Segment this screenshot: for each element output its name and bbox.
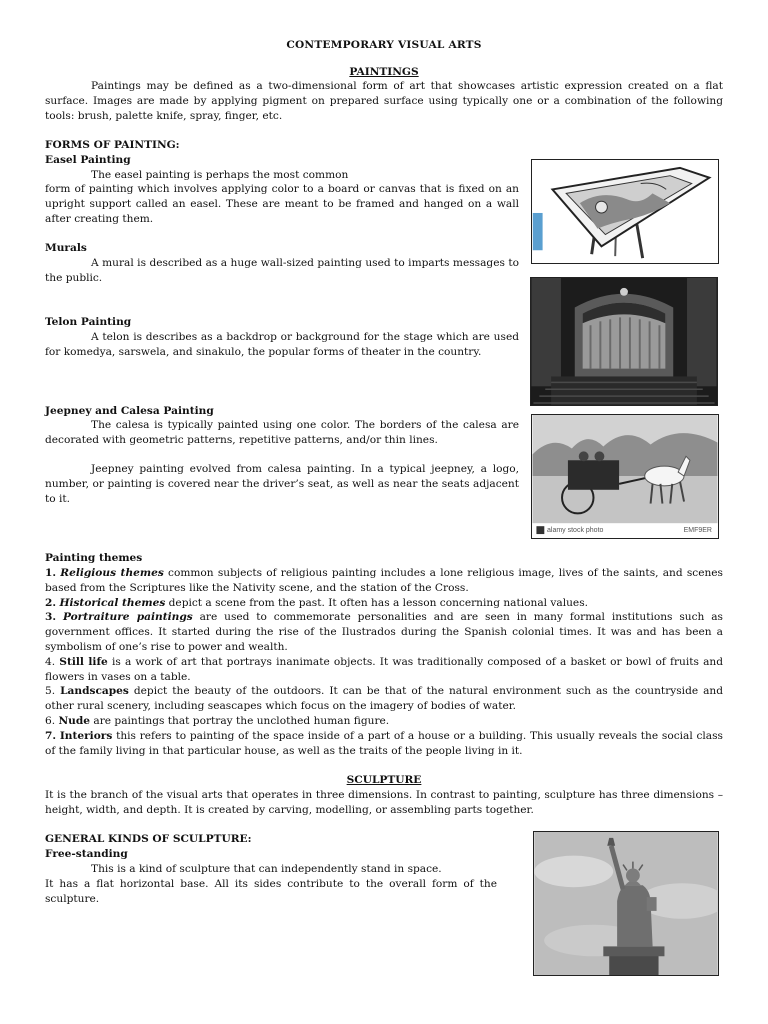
theme-item-still-life: 4. Still life is a work of art that portrays inanimate objects. It was traditionally composed of a basket or bowl of fruits and flowers in vases on a table. [45, 655, 724, 683]
alamy-watermark: alamy stock photo [547, 527, 604, 534]
murals-text: A mural is described as a huge wall-sized painting used to imparts messages to the public. [45, 257, 519, 284]
theme-item-landscapes: 5. Landscapes depict the beauty of the outdoors. It can be that of the natural environment such as the countryside and other rural scenery, including seascapes which focus on the imagery of bodies of water. [45, 685, 723, 713]
theme-item-interiors: 7. Interiors this refers to painting of the space inside of a part of a house or a building. This usually reveals the social class of the family living in that particular house, as well as the traits of the people living in it. [45, 729, 723, 757]
telon-stage-image [530, 277, 718, 406]
photo-id: EMF9ER [683, 527, 712, 534]
painting-themes-heading: Painting themes [45, 552, 143, 564]
free-standing-heading: Free-standing [45, 848, 128, 860]
statue-of-liberty-photo [533, 831, 719, 976]
free-standing-line1: This is a kind of sculpture that can independently stand in space. [91, 863, 442, 875]
document-title: CONTEMPORARY VISUAL ARTS [286, 39, 482, 51]
easel-painting-heading: Easel Painting [45, 154, 131, 166]
theater-stage-illustration [531, 278, 717, 405]
easel-text: form of painting which involves applying color to a board or canvas that is fixed on an upright support called an easel. These are meant to be framed and hanged on a wall after creating them. [45, 183, 519, 225]
theme-item-portraiture: 3. Portraiture paintings are used to commemorate personalities and are seen in many formal institutions such as government offices. It started during the rise of the Ilustrados during the Spanish colonial times. It was and has been a symbolism of one’s rise to power and wealth. [45, 611, 723, 653]
jeepney-text: Jeepney painting evolved from calesa painting. In a typical jeepney, a logo, number, or painting is covered near the driver’s seat, as well as near the seats adjacent to it. [45, 463, 519, 505]
free-standing-text: It has a flat horizontal base. All its sides contribute to the overall form of the sculpture. [45, 878, 497, 905]
sculpture-heading: SCULPTURE [346, 774, 422, 786]
statue-illustration [534, 832, 718, 975]
themes-list [45, 566, 723, 758]
easel-illustration [532, 160, 718, 263]
calesa-text: The calesa is typically painted using one color. The borders of the calesa are decorated with geometric patterns, repetitive patterns, and/or thin lines. [45, 419, 519, 446]
sculpture-intro: It is the branch of the visual arts that operates in three dimensions. In contrast to painting, sculpture has three dimensions – height, width, and depth. It is created by carving, modelling, or assembling parts together. [45, 789, 723, 816]
theme-item-historical: 2. Historical themes depict a scene from the past. It often has a lesson concerning national values. [45, 596, 589, 609]
forms-of-painting-heading: FORMS OF PAINTING: [45, 139, 180, 151]
theme-item-religious: 1. Religious themes common subjects of religious painting includes a lone religious image, lives of the saints, and scenes based from the Scriptures like the Nativity scene, and the station of the Cross. [45, 567, 723, 594]
calesa-illustration [532, 415, 718, 538]
telon-painting-heading: Telon Painting [45, 316, 132, 328]
jeepney-calesa-heading: Jeepney and Calesa Painting [45, 405, 214, 417]
paintings-heading: PAINTINGS [349, 66, 419, 78]
kinds-of-sculpture-heading: GENERAL KINDS OF SCULPTURE: [45, 833, 252, 845]
paintings-intro: Paintings may be defined as a two-dimensional form of art that showcases artistic expression created on a flat surface. Images are made by applying pigment on prepared surface using typically one or a combination of the following tools: brush, palette knife, spray, finger, etc. [45, 80, 723, 122]
calesa-photo [531, 414, 719, 539]
theme-item-nude: 6. Nude are paintings that portray the unclothed human figure. [45, 714, 390, 727]
easel-text-line1: The easel painting is perhaps the most common [91, 169, 349, 181]
murals-heading: Murals [45, 242, 87, 254]
telon-text: A telon is describes as a backdrop or background for the stage which are used for komedya, sarswela, and sinakulo, the popular forms of theater in the country. [45, 331, 519, 358]
easel-painting-image [531, 159, 719, 264]
